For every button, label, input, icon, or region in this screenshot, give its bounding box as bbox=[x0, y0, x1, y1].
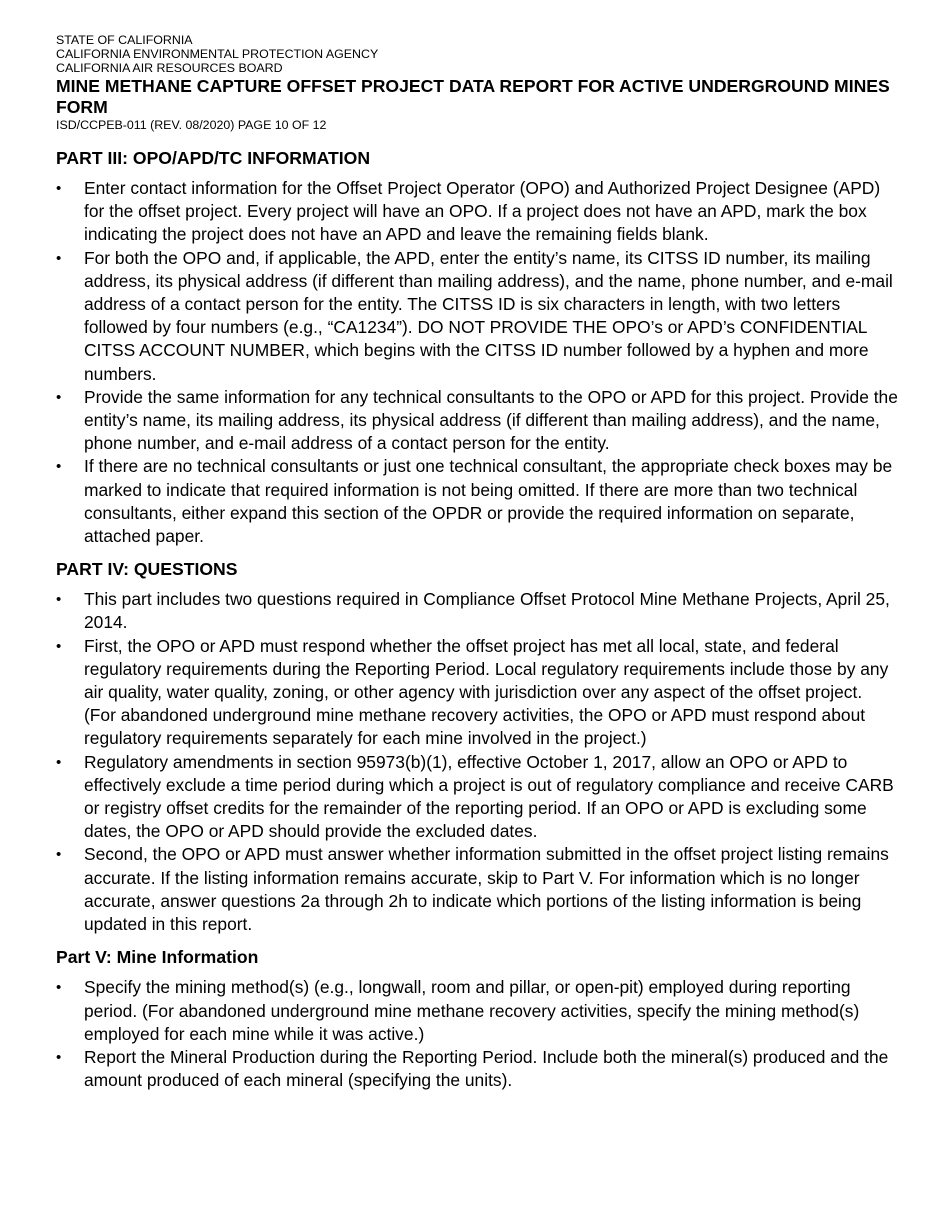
section-heading: Part V: Mine Information bbox=[56, 947, 259, 968]
bullet-list bbox=[56, 588, 898, 936]
agency-line-carb: CALIFORNIA AIR RESOURCES BOARD bbox=[56, 61, 283, 75]
list-item-text: Report the Mineral Production during the Reporting Period. Include both the mineral(s) produced and the amount produced of each mineral (specifying the units). bbox=[84, 1046, 889, 1091]
list-item-text: First, the OPO or APD must respond whether the offset project has met all local, state, and federal regulatory requirements during the Reporting Period. Local regulatory requirements include those by any air quality, water quality, zoning, or other agency with jurisdiction over any aspect of the offset project. (For abandoned underground mine methane recovery activities, the OPO or APD must respond about regulatory requirements separately for each mine involved in the project.) bbox=[84, 635, 889, 749]
form-id: ISD/CCPEB-011 (REV. 08/2020) PAGE 10 OF 12 bbox=[56, 118, 327, 132]
list-item-text: Provide the same information for any technical consultants to the OPO or APD for this project. Provide the entity’s name, its mailing address, its physical address (if different than mailing address), and the name, phone number, and e-mail address of a contact person for the entity. bbox=[84, 386, 898, 454]
list-item bbox=[56, 455, 898, 548]
list-item bbox=[56, 976, 898, 1046]
bullet-icon: • bbox=[56, 591, 62, 609]
section-heading: PART IV: QUESTIONS bbox=[56, 559, 238, 580]
document-header bbox=[56, 33, 898, 132]
list-item-text: Second, the OPO or APD must answer whether information submitted in the offset project listing remains accurate. If the listing information remains accurate, skip to Part V. For information which is no longer accurate, answer questions 2a through 2h to indicate which portions of the listing information is being updated in this report. bbox=[84, 844, 889, 935]
bullet-icon: • bbox=[56, 637, 62, 655]
section-part-iv bbox=[56, 558, 898, 936]
list-item bbox=[56, 1046, 898, 1092]
bullet-icon: • bbox=[56, 979, 62, 997]
document-page bbox=[56, 33, 898, 1102]
list-item bbox=[56, 751, 898, 844]
bullet-icon: • bbox=[56, 1048, 62, 1066]
bullet-icon: • bbox=[56, 249, 62, 267]
list-item bbox=[56, 843, 898, 936]
bullet-icon: • bbox=[56, 753, 62, 771]
form-title: MINE METHANE CAPTURE OFFSET PROJECT DATA REPORT FOR ACTIVE UNDERGROUND MINES FORM bbox=[56, 76, 890, 117]
bullet-icon: • bbox=[56, 388, 62, 406]
list-item bbox=[56, 635, 898, 751]
list-item-text: Enter contact information for the Offset Project Operator (OPO) and Authorized Project Designee (APD) for the offset project. Every project will have an OPO. If a project does not have an APD, mark the box indicating the project does not have an APD and leave the remaining fields blank. bbox=[84, 178, 881, 245]
list-item-text: Specify the mining method(s) (e.g., longwall, room and pillar, or open-pit) employed during reporting period. (For abandoned underground mine methane recovery activities, specify the mining method(s) employed for each mine while it was active.) bbox=[84, 977, 860, 1044]
list-item-text: If there are no technical consultants or just one technical consultant, the appropriate check boxes may be marked to indicate that required information is not being omitted. If there are more than two technical consultants, either expand this section of the OPDR or provide the required information on separate, attached paper. bbox=[84, 456, 893, 547]
section-part-iii bbox=[56, 147, 898, 548]
list-item bbox=[56, 177, 898, 247]
bullet-icon: • bbox=[56, 846, 62, 864]
agency-line-state: STATE OF CALIFORNIA bbox=[56, 33, 193, 47]
bullet-list bbox=[56, 976, 898, 1092]
list-item-text: For both the OPO and, if applicable, the APD, enter the entity’s name, its CITSS ID number, its mailing address, its physical address (if different than mailing address), and the name, phone number, and e-mail address of a contact person for the entity. The CITSS ID is six characters in length, with two letters followed by four numbers (e.g., “CA1234”). DO NOT PROVIDE THE OPO’s or APD’s CONFIDENTIAL CITSS ACCOUNT NUMBER, which begins with the CITSS ID number followed by a hyphen and more numbers. bbox=[84, 247, 893, 384]
list-item bbox=[56, 588, 898, 634]
section-heading: PART III: OPO/APD/TC INFORMATION bbox=[56, 148, 371, 168]
list-item bbox=[56, 386, 898, 456]
bullet-icon: • bbox=[56, 458, 62, 476]
bullet-list bbox=[56, 177, 898, 548]
agency-line-calepa: CALIFORNIA ENVIRONMENTAL PROTECTION AGENCY bbox=[56, 47, 379, 61]
list-item bbox=[56, 247, 898, 386]
bullet-icon: • bbox=[56, 180, 62, 197]
list-item-text: This part includes two questions required in Compliance Offset Protocol Mine Methane Projects, April 25, 2014. bbox=[84, 589, 890, 633]
list-item-text: Regulatory amendments in section 95973(b)(1), effective October 1, 2017, allow an OPO or APD to effectively exclude a time period during which a project is out of regulatory compliance and receive CARB or registry offset credits for the remainder of the reporting period. If an OPO or APD is excluding some dates, the OPO or APD should provide the excluded dates. bbox=[84, 751, 894, 842]
section-part-v bbox=[56, 946, 898, 1092]
